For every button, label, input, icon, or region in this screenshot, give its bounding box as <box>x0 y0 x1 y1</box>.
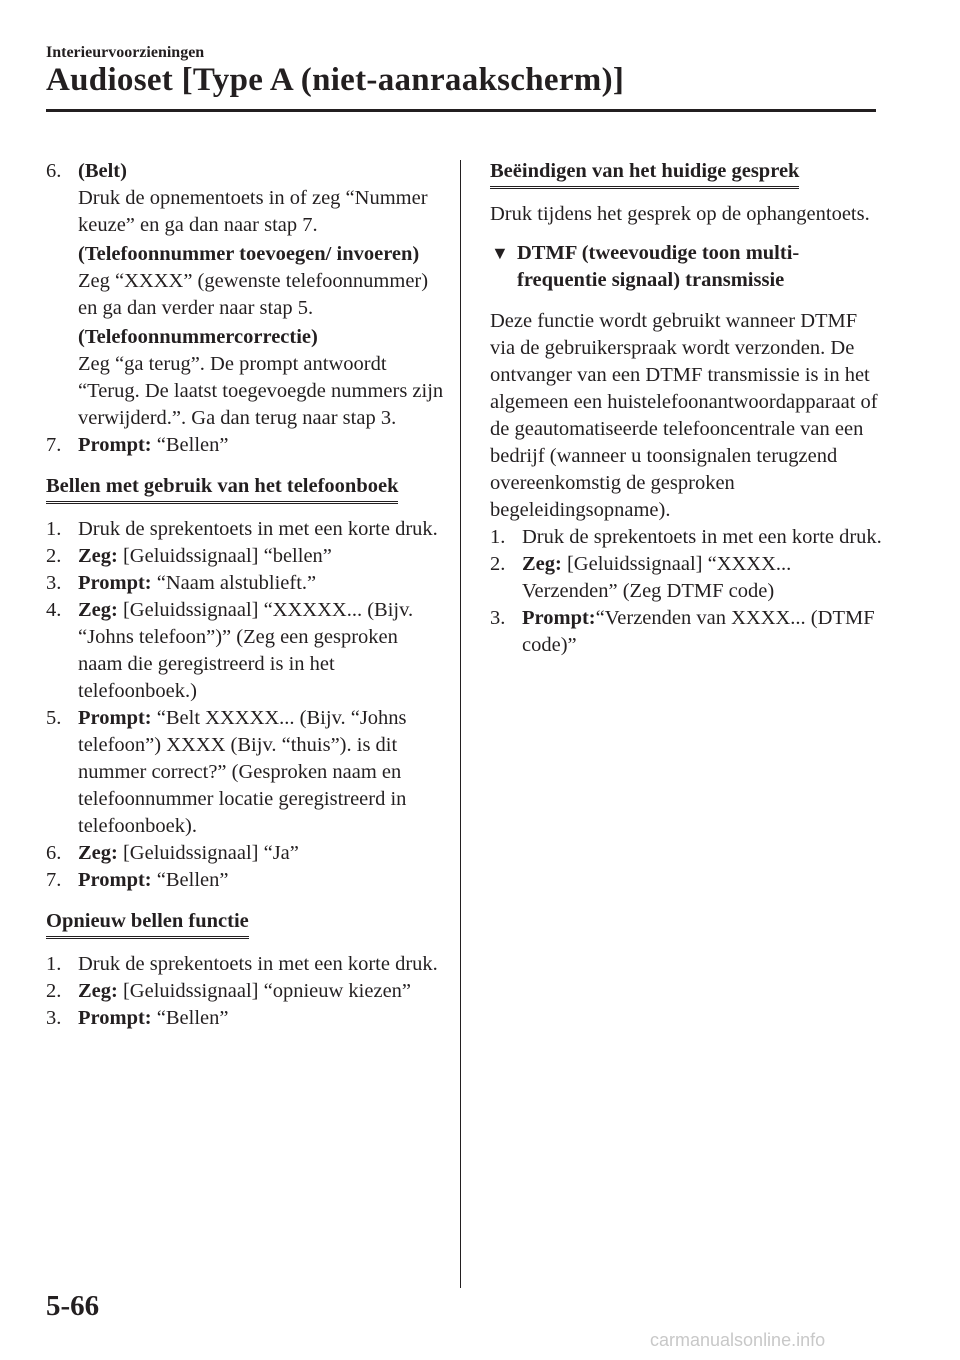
list-item <box>46 570 446 597</box>
watermark: carmanualsonline.info <box>650 1330 826 1350</box>
sub-heading: (Telefoonnummer toevoegen/ invoeren) <box>78 243 420 265</box>
step-number: 1. <box>490 526 506 548</box>
step-number: 3. <box>46 1007 62 1029</box>
step-label: Prompt: <box>78 1007 152 1029</box>
page-title: Audioset [Type A (niet-aanraakscherm)] <box>46 62 625 98</box>
step-number: 1. <box>46 518 62 540</box>
step-number: 4. <box>46 599 62 621</box>
step-number: 3. <box>46 572 62 594</box>
step-text: [Geluidssignaal] “XXXXX... (Bijv. “Johns telefoon”)” (Zeg een gesproken naam die geregistreerd is in het telefoonboek.) <box>78 599 414 702</box>
step-label: Prompt: <box>522 607 596 629</box>
step-number: 2. <box>46 545 62 567</box>
list-item <box>490 605 885 659</box>
step-number: 6. <box>46 842 62 864</box>
redial-steps <box>46 951 446 1032</box>
step-text: Zeg “ga terug”. De prompt antwoordt “Terug. De laatst toegevoegde nummers zijn verwijderd.”. Ga dan terug naar stap 3. <box>78 353 444 429</box>
list-item <box>490 551 885 605</box>
step-number: 3. <box>490 607 506 629</box>
step-label: Prompt: <box>78 707 152 729</box>
dtmf-steps <box>490 524 885 659</box>
list-item <box>46 978 446 1005</box>
step-text: Druk de sprekentoets in met een korte druk. <box>78 953 438 975</box>
step-label: Zeg: <box>78 545 118 567</box>
section-heading-phonebook: Bellen met gebruik van het telefoonboek <box>46 473 398 504</box>
step-label: Zeg: <box>522 553 562 575</box>
list-item <box>46 543 446 570</box>
step-7-prompt <box>46 432 446 459</box>
step-number: 7. <box>46 434 62 456</box>
dtmf-heading-text: DTMF (tweevoudige toon multi-frequentie signaal) transmissie <box>517 242 800 291</box>
step-number: 7. <box>46 869 62 891</box>
step-text: [Geluidssignaal] “opnieuw kiezen” <box>117 980 412 1002</box>
step-number: 1. <box>46 953 62 975</box>
list-item <box>46 516 446 543</box>
step-text: Zeg “XXXX” (gewenste telefoonnummer) en ga dan verder naar stap 5. <box>78 270 429 319</box>
step-text: “Belt XXXXX... (Bijv. “Johns telefoon”) XXXX (Bijv. “thuis”). is dit nummer correct?” (Gesproken naam en telefoonnummer locatie geregistreerd in telefoonboek). <box>78 707 407 837</box>
section-heading-end-call: Beëindigen van het huidige gesprek <box>490 158 799 189</box>
step-label: Prompt: <box>78 572 152 594</box>
step-text: Druk de sprekentoets in met een korte druk. <box>522 526 882 548</box>
step-label: Zeg: <box>78 599 118 621</box>
step-number: 5. <box>46 707 62 729</box>
list-item <box>46 840 446 867</box>
step-text: [Geluidssignaal] “Ja” <box>117 842 299 864</box>
step-number: 2. <box>46 980 62 1002</box>
list-item <box>46 597 446 705</box>
triangle-marker-icon: ▼ <box>491 243 509 263</box>
list-item <box>46 705 446 840</box>
step-label: Zeg: <box>78 980 118 1002</box>
step-text: “Bellen” <box>151 434 229 456</box>
list-item <box>46 1005 446 1032</box>
section-label: Interieurvoorzieningen <box>46 44 205 61</box>
step-text: [Geluidssignaal] “XXXX... Verzenden” (Zeg DTMF code) <box>522 553 792 602</box>
sub-heading: (Belt) <box>78 160 127 182</box>
list-item <box>490 524 885 551</box>
step-text: “Verzenden van XXXX... (DTMF code)” <box>522 607 875 656</box>
dtmf-heading <box>490 240 885 294</box>
step-text: Druk de sprekentoets in met een korte druk. <box>78 518 438 540</box>
list-item <box>46 951 446 978</box>
paragraph: Druk tijdens het gesprek op de ophangentoets. <box>490 203 870 225</box>
step-label: Prompt: <box>78 434 152 456</box>
step-label: Prompt: <box>78 869 152 891</box>
section-heading-redial: Opnieuw bellen functie <box>46 908 249 939</box>
phonebook-steps <box>46 516 446 894</box>
step-text: [Geluidssignaal] “bellen” <box>117 545 332 567</box>
page-number: 5-66 <box>46 1290 100 1322</box>
list-item <box>46 867 446 894</box>
paragraph: Deze functie wordt gebruikt wanneer DTMF via de gebruikerspraak wordt verzonden. De ontvanger van een DTMF transmissie is in het algemeen een huistelefoonantwoordapparaat of de geautomatiseerde telefooncentrale van een bedrijf (wanneer u toonsignalen terugzend overeenkomstig de gesproken begeleidingsopname). <box>490 310 878 521</box>
step-label: Zeg: <box>78 842 118 864</box>
step-number: 6. <box>46 160 62 182</box>
step-text: “Bellen” <box>151 1007 229 1029</box>
step-text: “Naam alstublieft.” <box>151 572 317 594</box>
title-rule <box>46 109 876 112</box>
left-column <box>46 158 446 1032</box>
column-divider <box>460 160 461 1288</box>
step-6-belt <box>46 158 446 432</box>
step-text: Druk de opnementoets in of zeg “Nummer keuze” en ga dan naar stap 7. <box>78 187 428 236</box>
step-number: 2. <box>490 553 506 575</box>
sub-heading: (Telefoonnummercorrectie) <box>78 326 318 348</box>
right-column <box>490 158 885 659</box>
step-text: “Bellen” <box>151 869 229 891</box>
